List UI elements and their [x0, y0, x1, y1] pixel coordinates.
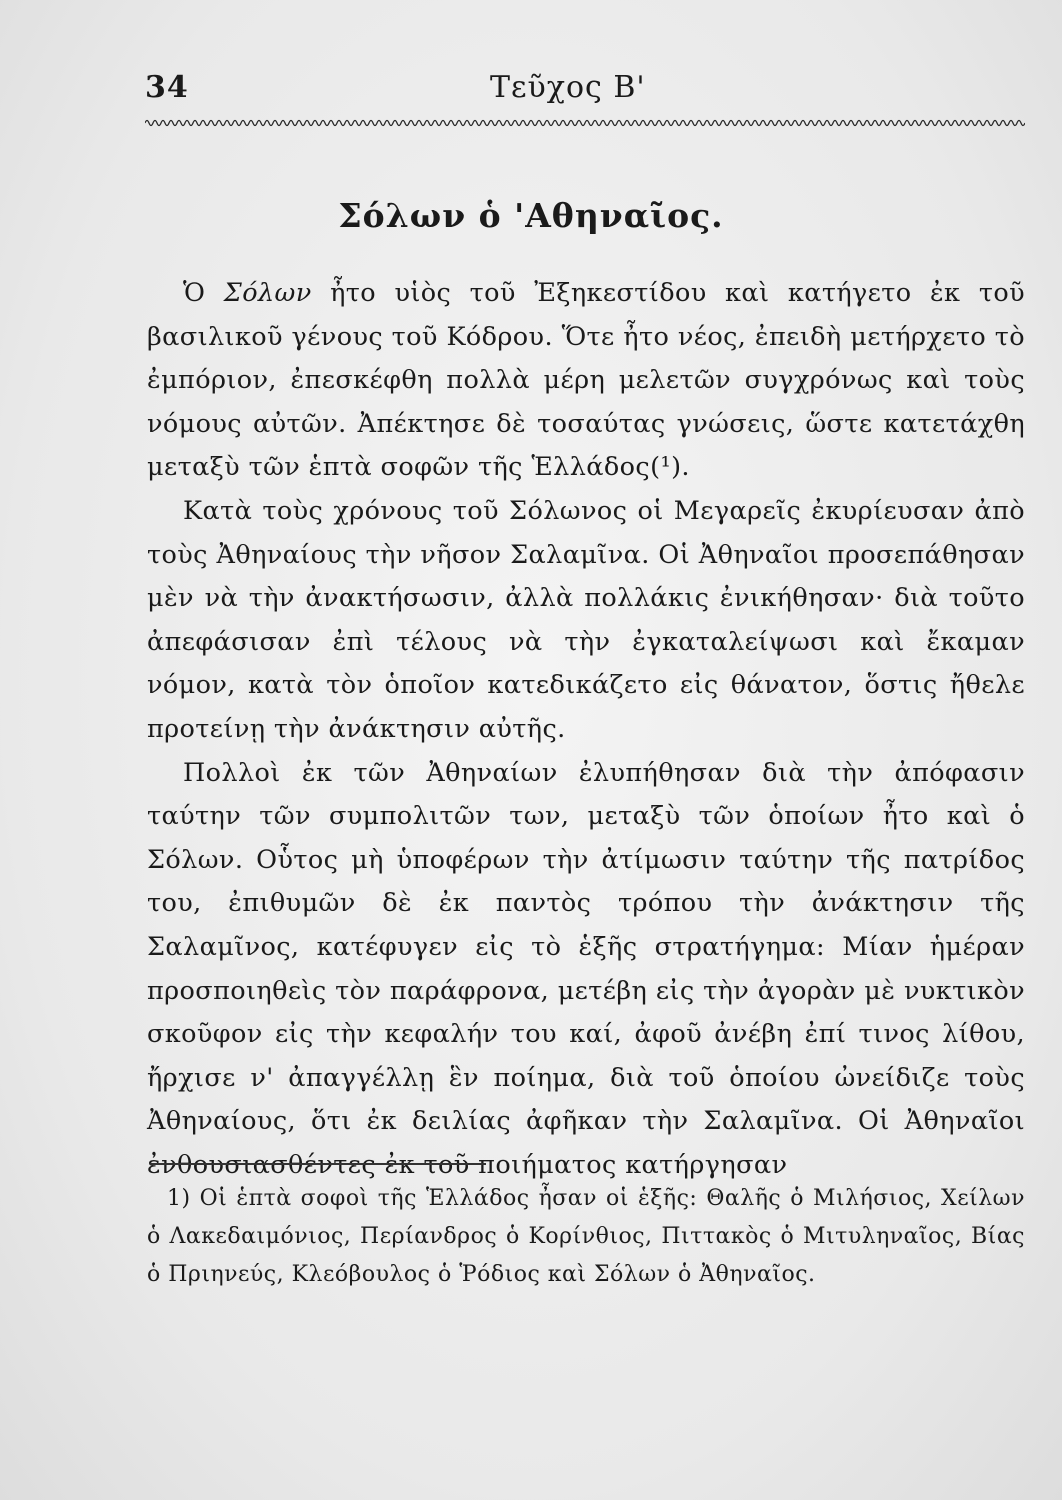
running-head: Τεῦχος Β' [490, 70, 646, 105]
paragraph [147, 272, 1025, 490]
paragraph: Πολλοὶ ἐκ τῶν Ἀθηναίων ἐλυπήθησαν διὰ τὴν ἀπόφασιν ταύτην τῶν συμπολιτῶν των, μεταξὺ τῶν ὁποίων ἦτο καὶ ὁ Σόλων. Οὗτος μὴ ὑποφέρων τὴν ἀτίμωσιν ταύτην τῆς πατρίδος του, ἐπιθυμῶν δὲ ἐκ παντὸς τρόπου τὴν ἀνάκτησιν τῆς Σαλαμῖνος, κατέφυγεν εἰς τὸ ἑξῆς στρατήγημα: Μίαν ἡμέραν προσποιηθεὶς τὸν παράφρονα, μετέβη εἰς τὴν ἀγορὰν μὲ νυκτικὸν σκοῦφον εἰς τὴν κεφαλήν του καί, ἀφοῦ ἀνέβη ἐπί τινος λίθου, ἤρχισε ν' ἀπαγγέλλῃ ἓν ποίημα, διὰ τοῦ ὁποίου ὠνείδιζε τοὺς Ἀθηναίους, ὅτι ἐκ δειλίας ἀφῆκαν τὴν Σαλαμῖνα. Οἱ Ἀθηναῖοι ἐνθουσιασθέντες ἐκ τοῦ ποιήματος κατήργησαν [147, 757, 1025, 1180]
chapter-title: Σόλων ὁ 'Αθηναῖος. [338, 196, 724, 235]
wavy-divider [145, 116, 1025, 130]
footnote [147, 1180, 1025, 1294]
paragraph: Κατὰ τοὺς χρόνους τοῦ Σόλωνος οἱ Μεγαρεῖς ἐκυρίευσαν ἀπὸ τοὺς Ἀθηναίους τὴν νῆσον Σαλαμῖνα. Οἱ Ἀθηναῖοι προσεπάθησαν μὲν νὰ τὴν ἀνακτήσωσιν, ἀλλὰ πολλάκις ἐνικήθησαν· διὰ τοῦτο ἀπεφάσισαν ἐπὶ τέλους νὰ τὴν ἐγκαταλείψωσι καὶ ἔκαμαν νόμον, κατὰ τὸν ὁποῖον κατεδικάζετο εἰς θάνατον, ὅστις ἤθελε προτείνῃ τὴν ἀνάκτησιν αὐτῆς. [147, 495, 1025, 744]
page-number: 34 [145, 70, 189, 105]
page-header [145, 70, 1025, 114]
footnote-divider [150, 1163, 486, 1165]
paragraph-lead: Ὁ [183, 278, 224, 308]
footnote-text: 1) Οἱ ἑπτὰ σοφοὶ τῆς Ἑλλάδος ἦσαν οἱ ἑξῆς: Θαλῆς ὁ Μιλήσιος, Χείλων ὁ Λακεδαιμόνιος, Περίανδρος ὁ Κορίνθιος, Πιττακὸς ὁ Μιτυληναῖος, Βίας ὁ Πριηνεύς, Κλεόβουλος ὁ Ῥόδιος καὶ Σόλων ὁ Ἀθηναῖος. [147, 1186, 1025, 1287]
paragraph-rest: ἦτο υἱὸς τοῦ Ἐξηκεστίδου καὶ κατήγετο ἐκ τοῦ βασιλικοῦ γένους τοῦ Κόδρου. Ὅτε ἦτο νέος, ἐπειδὴ μετήρχετο τὸ ἐμπόριον, ἐπεσκέφθη πολλὰ μέρη μελετῶν συγχρόνως καὶ τοὺς νόμους αὐτῶν. Ἀπέκτησε δὲ τοσαύτας γνώσεις, ὥστε κατετάχθη μεταξὺ τῶν ἑπτὰ σοφῶν τῆς Ἑλλάδος(¹). [147, 278, 1026, 483]
italic-name: Σόλων [223, 278, 312, 308]
body-text [147, 272, 1025, 1187]
